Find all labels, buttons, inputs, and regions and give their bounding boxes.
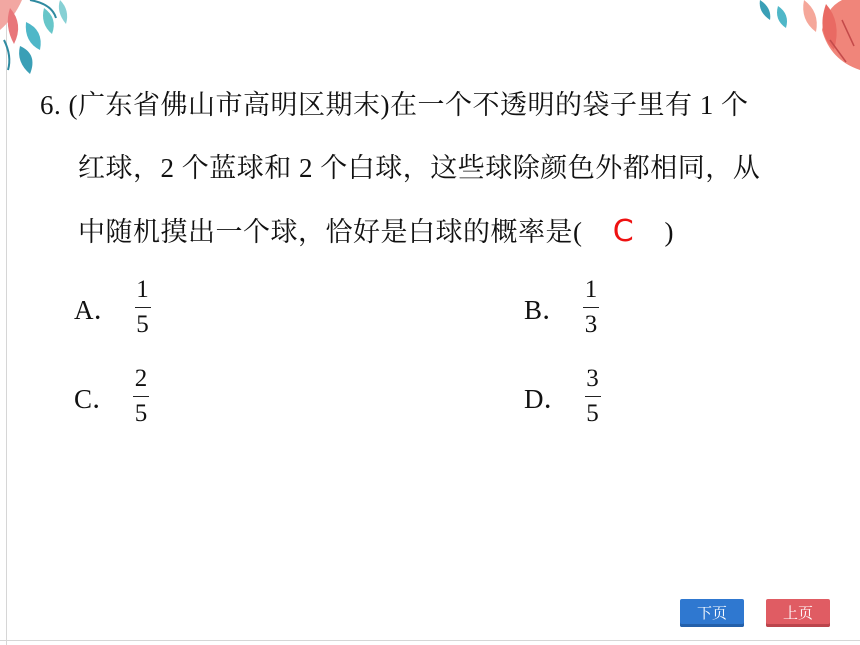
option-a-letter: A．: [74, 295, 121, 325]
option-d-denominator: 5: [586, 400, 599, 427]
option-b-denominator: 3: [584, 311, 598, 338]
leaf-decoration-right-icon: [730, 0, 860, 80]
frame-border-bottom: [0, 640, 860, 641]
question-text-3: 中随机摸出一个球，恰好是白球的概率是: [78, 217, 573, 247]
option-a-numerator: 1: [136, 276, 149, 303]
option-d[interactable]: [524, 364, 601, 429]
option-a-fraction: [135, 275, 151, 340]
option-d-fraction: [585, 364, 601, 429]
question-block: [40, 74, 840, 264]
prev-page-button[interactable]: 上页: [766, 599, 830, 627]
option-d-numerator: 3: [586, 365, 599, 392]
option-c-fraction: [133, 364, 149, 429]
option-a[interactable]: [74, 275, 151, 340]
fraction-bar: [583, 307, 599, 308]
option-c-letter: C．: [74, 384, 120, 414]
question-line-3: [40, 200, 840, 264]
option-b-fraction: [583, 275, 599, 340]
question-text-2: 红球，2 个蓝球和 2 个白球，这些球除颜色外都相同，从: [78, 153, 761, 183]
answer-paren-open: (: [573, 217, 583, 247]
next-page-button[interactable]: 下页: [680, 599, 744, 627]
fraction-bar: [133, 396, 149, 397]
question-text-1: (广东省佛山市高明区期末)在一个不透明的袋子里有 1 个: [68, 90, 749, 120]
option-b[interactable]: [524, 275, 599, 340]
fraction-bar: [135, 307, 151, 308]
option-b-letter: B．: [524, 295, 570, 325]
option-c-denominator: 5: [134, 400, 148, 427]
option-c[interactable]: [74, 364, 149, 429]
option-b-numerator: 1: [584, 276, 598, 303]
question-line-2: [40, 137, 840, 200]
option-c-numerator: 2: [134, 365, 148, 392]
option-d-letter: D．: [524, 384, 571, 414]
frame-border-left: [6, 0, 7, 645]
question-line-1: [40, 74, 840, 137]
answer-value: C: [612, 214, 635, 249]
fraction-bar: [585, 396, 601, 397]
answer-paren-close: ): [664, 217, 674, 247]
question-number: 6.: [40, 90, 62, 120]
option-a-denominator: 5: [136, 311, 149, 338]
